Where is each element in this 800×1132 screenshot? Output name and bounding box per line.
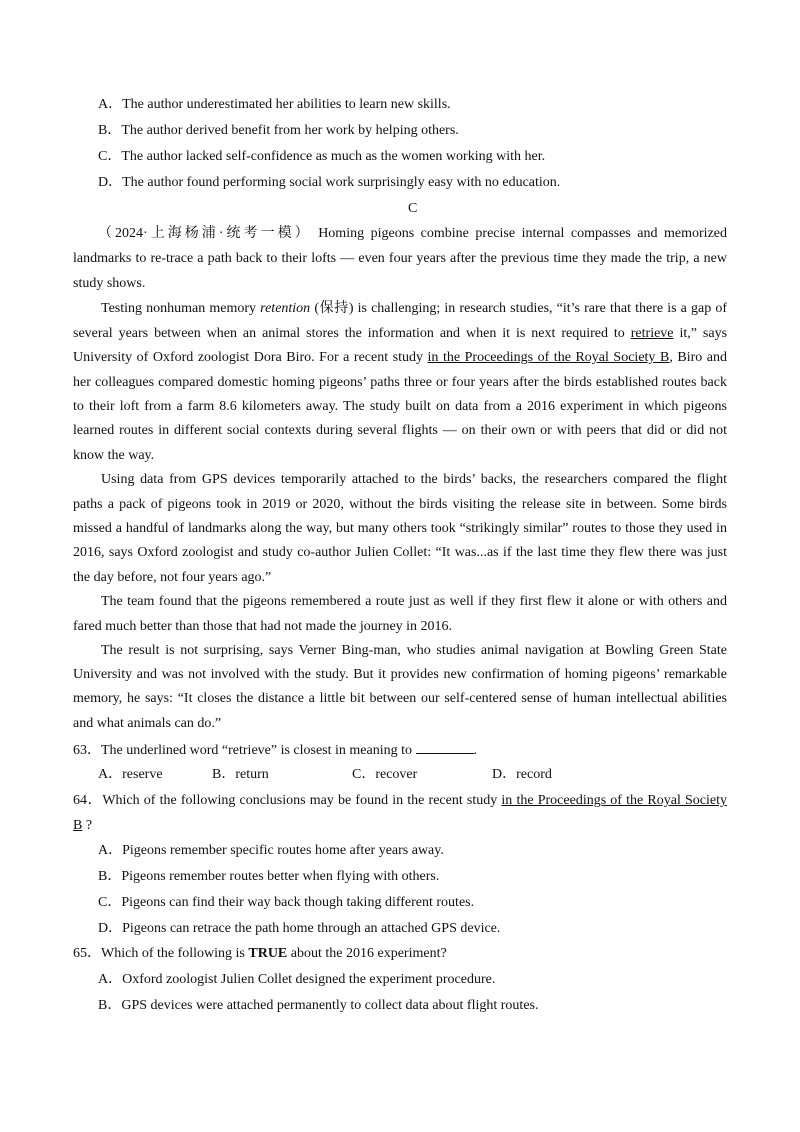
- underlined-word-retrieve: retrieve: [630, 326, 674, 341]
- question-64-line-2: B ?: [73, 818, 93, 833]
- q64-option-a[interactable]: A．Pigeons remember specific routes home after years away.: [98, 843, 444, 858]
- prev-option-c: C．The author lacked self-confidence as much as the women working with her.: [98, 149, 546, 164]
- passage-p4-line-1: The team found that the pigeons remembered a route just as well if they first flew it alone or with others and: [101, 594, 727, 609]
- passage-p2-line-2: several years between when an animal stores the information and when it is next required to retrieve it,” says: [73, 326, 727, 341]
- passage-p1-line-1: （2024·上海杨浦·统考一模） Homing pigeons combine precise internal compasses and memorized: [98, 226, 727, 241]
- section-label: C: [408, 201, 418, 216]
- question-65: 65．Which of the following is TRUE about the 2016 experiment?: [73, 946, 447, 961]
- passage-p5-line-4: and what animals can do.”: [73, 716, 222, 731]
- passage-p2-line-5: to their loft from a farm 8.6 kilometers away. The study built on data from a 2016 experiment in which pigeons: [73, 399, 727, 414]
- prev-option-a: A．The author underestimated her abilities to learn new skills.: [98, 97, 451, 112]
- passage-p2-line-7: know the way.: [73, 448, 155, 463]
- prev-option-b: B．The author derived benefit from her work by helping others.: [98, 123, 459, 138]
- passage-p5-line-3: memory, he says: “It closes the distance a little bit between our self-centered sense of human intellectual abilities: [73, 691, 727, 706]
- q64-option-c[interactable]: C．Pigeons can find their way back though taking different routes.: [98, 895, 475, 910]
- term-retention: retention: [260, 301, 311, 316]
- passage-p4-line-2: fared much better than those that had not made the journey in 2016.: [73, 619, 453, 634]
- q64-journal-name: in the Proceedings of the Royal Society: [501, 793, 727, 808]
- passage-p3-line-3: missed a handful of landmarks along the way, but many others took “strikingly similar” routes to those they used in: [73, 521, 727, 536]
- q64-option-d[interactable]: D．Pigeons can retrace the path home through an attached GPS device.: [98, 921, 501, 936]
- underlined-journal-name: in the Proceedings of the Royal Society B: [427, 350, 670, 365]
- question-64-line-1: 64．Which of the following conclusions may be found in the recent study in the Proceedings of the Royal Society: [73, 793, 727, 808]
- q63-option-b[interactable]: B．return: [212, 767, 269, 782]
- question-63: 63．The underlined word “retrieve” is closest in meaning to .: [73, 740, 477, 760]
- answer-blank: [416, 740, 474, 754]
- passage-p5-line-1: The result is not surprising, says Verner Bing-man, who studies animal navigation at Bowling Green State: [101, 643, 727, 658]
- passage-p2-line-3: University of Oxford zoologist Dora Biro. For a recent study in the Proceedings of the Royal Society B, Biro and: [73, 350, 727, 365]
- passage-p1-line-3: study shows.: [73, 276, 146, 291]
- passage-source: （2024·上海杨浦·统考一模）: [98, 226, 312, 241]
- passage-p2-line-1: Testing nonhuman memory retention (保持) is challenging; in research studies, “it’s rare that there is a gap of: [101, 301, 727, 316]
- q63-option-a[interactable]: A．reserve: [98, 767, 163, 782]
- emphasis-true: TRUE: [248, 946, 288, 961]
- passage-p3-line-4: 2016, says Oxford zoologist and study co-author Julien Collet: “It was...as if the last time they flew there was just: [73, 545, 727, 560]
- passage-p2-line-4: her colleagues compared domestic homing pigeons’ paths three or four years after the birds established routes back: [73, 375, 727, 390]
- q63-option-d[interactable]: D．record: [492, 767, 552, 782]
- q65-option-b[interactable]: B．GPS devices were attached permanently to collect data about flight routes.: [98, 998, 539, 1013]
- passage-p2-line-6: learned routes in different social contexts during several flights — on their own or with peers that did or did not: [73, 423, 727, 438]
- prev-option-d: D．The author found performing social work surprisingly easy with no education.: [98, 175, 561, 190]
- q63-option-c[interactable]: C．recover: [352, 767, 418, 782]
- passage-p5-line-2: University and was not involved with the study. But it provides new confirmation of homing pigeons’ remarkable: [73, 667, 727, 682]
- passage-p3-line-2: paths a pack of pigeons took in 2019 or 2020, without the birds visiting the release site in between. Some birds: [73, 497, 727, 512]
- passage-p3-line-5: the day before, not four years ago.”: [73, 570, 272, 585]
- passage-p3-line-1: Using data from GPS devices temporarily attached to the birds’ backs, the researchers compared the flight: [101, 472, 727, 487]
- q65-option-a[interactable]: A．Oxford zoologist Julien Collet designed the experiment procedure.: [98, 972, 496, 987]
- passage-p1-line-2: landmarks to re-trace a path back to their lofts — even four years after the previous time they made the trip, a new: [73, 251, 727, 266]
- q64-option-b[interactable]: B．Pigeons remember routes better when flying with others.: [98, 869, 440, 884]
